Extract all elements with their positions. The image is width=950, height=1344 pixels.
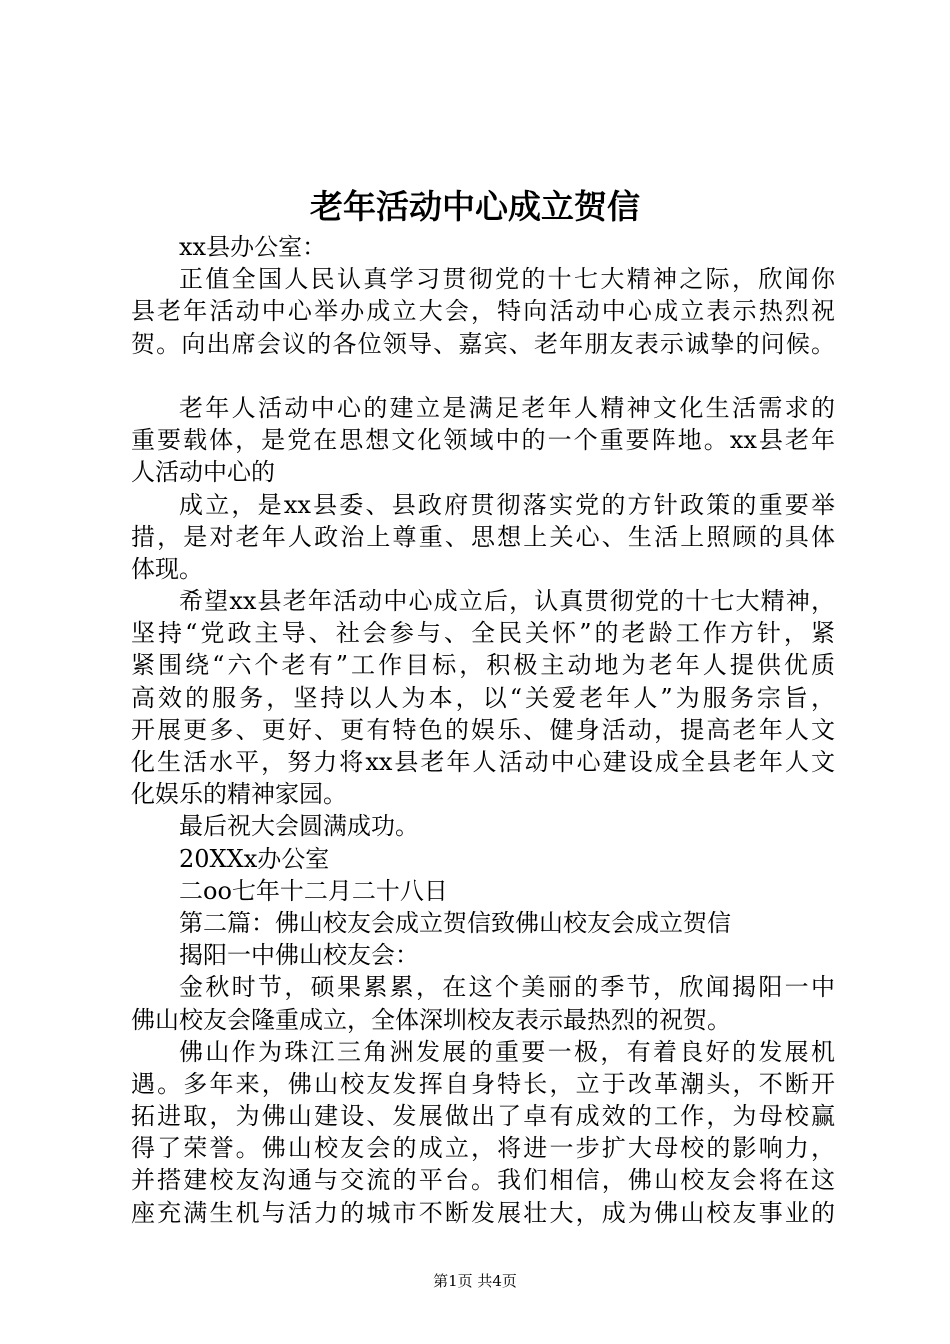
text-line bbox=[131, 553, 835, 585]
text-line bbox=[131, 843, 835, 875]
text-line bbox=[131, 1132, 835, 1164]
text-line-content: 拓进取，为佛山建设、发展做出了卓有成效的工作，为母校赢 bbox=[131, 1102, 835, 1131]
text-line bbox=[131, 392, 835, 424]
document-body bbox=[131, 231, 835, 1229]
text-line bbox=[131, 971, 835, 1003]
text-line bbox=[131, 907, 835, 939]
text-line bbox=[131, 295, 835, 327]
text-line bbox=[131, 1197, 835, 1229]
text-line bbox=[131, 521, 835, 553]
text-line-content: 最后祝大会圆满成功。 bbox=[179, 812, 419, 841]
text-line bbox=[131, 1100, 835, 1132]
text-line bbox=[131, 231, 835, 263]
text-line-content: 并搭建校友沟通与交流的平台。我们相信，佛山校友会将在这 bbox=[131, 1166, 835, 1195]
text-line-content: 化生活水平，努力将xx县老年人活动中心建设成全县老年人文 bbox=[131, 748, 835, 776]
text-line-content: 坚持“党政主导、社会参与、全民关怀”的老龄工作方针，紧 bbox=[131, 619, 835, 648]
text-line-content: 贺。向出席会议的各位领导、嘉宾、老年朋友表示诚挚的问候。 bbox=[131, 329, 835, 358]
text-line bbox=[131, 939, 835, 971]
text-line-content: 紧围绕“六个老有”工作目标，积极主动地为老年人提供优质 bbox=[131, 651, 835, 680]
text-line bbox=[131, 810, 835, 842]
text-line bbox=[131, 424, 835, 456]
text-line bbox=[131, 617, 835, 649]
text-line-content: 第二篇：佛山校友会成立贺信致佛山校友会成立贺信 bbox=[179, 908, 731, 937]
text-line-content: 揭阳一中佛山校友会： bbox=[179, 941, 419, 970]
text-line bbox=[131, 489, 835, 521]
text-line-content: 正值全国人民认真学习贯彻党的十七大精神之际，欣闻你 bbox=[179, 265, 835, 294]
text-line bbox=[131, 328, 835, 360]
text-line-content: 开展更多、更好、更有特色的娱乐、健身活动，提高老年人文 bbox=[131, 715, 835, 744]
text-line bbox=[131, 875, 835, 907]
text-line bbox=[131, 263, 835, 295]
document-title: 老年活动中心成立贺信 bbox=[310, 187, 640, 226]
text-line-content: 佛山校友会隆重成立，全体深圳校友表示最热烈的祝贺。 bbox=[131, 1005, 731, 1034]
text-line-content: 佛山作为珠江三角洲发展的重要一极，有着良好的发展机 bbox=[179, 1037, 835, 1066]
text-line bbox=[131, 360, 835, 392]
text-line-content: 高效的服务，坚持以人为本，以“关爱老年人”为服务宗旨， bbox=[131, 683, 835, 712]
text-line-content: xx县办公室： bbox=[179, 233, 327, 261]
text-line bbox=[131, 682, 835, 714]
text-line bbox=[131, 778, 835, 810]
text-line bbox=[131, 1164, 835, 1196]
text-line-content: 化娱乐的精神家园。 bbox=[131, 780, 347, 809]
text-line-content: 成立，是xx县委、县政府贯彻落实党的方针政策的重要举 bbox=[179, 490, 835, 519]
text-line-content: 重要载体，是党在思想文化领域中的一个重要阵地。xx县老年 bbox=[131, 426, 835, 455]
text-line-content: 人活动中心的 bbox=[131, 458, 275, 487]
text-line bbox=[131, 1004, 835, 1036]
text-line-content: 县老年活动中心举办成立大会，特向活动中心成立表示热烈祝 bbox=[131, 297, 835, 326]
text-line bbox=[131, 649, 835, 681]
text-line-content: 希望xx县老年活动中心成立后，认真贯彻党的十七大精神， bbox=[179, 587, 835, 616]
text-line bbox=[131, 714, 835, 746]
text-line-content: 金秋时节，硕果累累，在这个美丽的季节，欣闻揭阳一中 bbox=[179, 973, 835, 1002]
text-line-content: 体现。 bbox=[131, 554, 203, 583]
text-line-content: 老年人活动中心的建立是满足老年人精神文化生活需求的 bbox=[179, 393, 835, 422]
text-line bbox=[131, 456, 835, 488]
text-line-content: 措，是对老年人政治上尊重、思想上关心、生活上照顾的具体 bbox=[131, 522, 835, 551]
text-line-content: 座充满生机与活力的城市不断发展壮大，成为佛山校友事业的 bbox=[131, 1198, 835, 1227]
text-line bbox=[131, 1036, 835, 1068]
text-line-content: 遇。多年来，佛山校友发挥自身特长，立于改革潮头，不断开 bbox=[131, 1069, 835, 1098]
text-line bbox=[131, 1068, 835, 1100]
text-line-content: 二oo七年十二月二十八日 bbox=[179, 876, 448, 905]
page-footer: 第1页 共4页 bbox=[433, 1272, 517, 1290]
text-line-content: 20XXx办公室 bbox=[179, 844, 330, 873]
text-line bbox=[131, 585, 835, 617]
text-line-content: 得了荣誉。佛山校友会的成立，将进一步扩大母校的影响力， bbox=[131, 1134, 835, 1163]
text-line bbox=[131, 746, 835, 778]
